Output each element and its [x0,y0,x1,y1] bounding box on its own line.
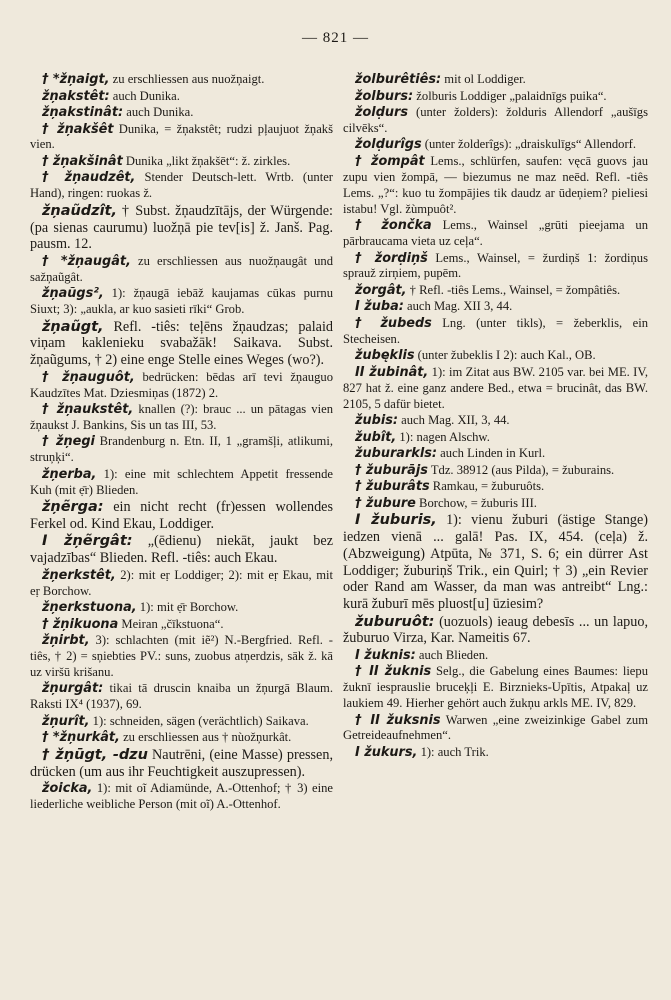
entry-text: tikai tā druscin knaiba un žņurgā Blaum. Raksti IX⁴ (1937), 69. [30,681,333,712]
entry-headword: I žņẽrgât: [42,533,133,550]
entry-headword: † žubure [355,495,416,511]
dictionary-entry [30,467,333,499]
page-number: — 821 — [302,30,369,46]
dictionary-entry [343,496,648,512]
entry-text: knallen (?): brauc ... un pātagas vien žņaukst J. Bankins, Sis un tas III, 53. [30,402,333,432]
entry-headword: žoicka, [42,780,93,796]
dictionary-entry [343,72,648,88]
entry-text: Nautrēni, (eine Masse) pressen, drücken (um aus ihr Feuchtigkeit auszupressen). [30,746,333,780]
entry-headword: I žuba: [355,299,404,315]
entry-headword: I žuknis: [355,647,416,663]
entry-text: auch Dunika. [123,105,194,119]
entry-text: bedrücken: bēdas arī tevi žņauguo Kaudzītes Mat. Dziesmiņas (1872) 2. [30,369,333,400]
entry-text: Brandenburg n. Etn. II, 1 „gramšļi, atlikumi, struņķi“. [30,434,333,465]
dictionary-entry [343,251,648,283]
entry-headword: † *žņurkât, [42,730,120,746]
entry-headword: † žņegi [42,434,95,450]
entry-headword: † II žuknis [355,664,432,680]
dictionary-entry [30,533,333,567]
entry-text: Dunika „likt žņakšēt“: ž. zirkles. [122,153,291,168]
left-column [30,72,333,813]
entry-text: auch Mag. XII, 3, 44. [398,413,510,428]
entry-headword: † žņaukstêt, [42,402,134,417]
entry-text: zu erschliessen aus nuožņaigt. [109,72,265,86]
entry-headword: žolburêtiês: [355,72,442,87]
entry-text: auch Dunika. [109,88,180,103]
entry-text: Warwen „eine zweizinkige Gabel zum Getreideaufnehmen“. [343,712,648,743]
entry-headword: II žubinât, [355,364,429,380]
dictionary-entry [343,512,648,613]
dictionary-entry [343,648,648,664]
dictionary-entry [30,402,333,434]
entry-headword: žubis: [355,413,398,429]
entry-headword: I žukurs, [355,744,418,760]
dictionary-entry [30,781,333,813]
entry-headword: † žončka [355,218,432,234]
entry-headword: žolburs: [355,88,414,104]
entry-headword: žņerkstuona, [42,600,137,615]
dictionary-entry [343,745,648,761]
dictionary-entry [30,286,333,318]
entry-text: auch Blieden. [415,647,489,662]
dictionary-entry [30,319,333,369]
dictionary-entry [343,283,648,299]
dictionary-entry [343,614,648,648]
entry-headword: žuburuôt: [355,613,435,630]
dictionary-entry [343,218,648,250]
entry-headword: † žņauguôt, [42,369,135,385]
dictionary-entry [30,714,333,730]
entry-text: 2): mit eṛ Loddiger; 2): mit eṛ Ekau, mit eṛ Borchow. [30,567,333,598]
entry-text: † Refl. -tiês Lems., Wainsel, = žompâtiês. [406,282,621,297]
entry-text: Lems., Wainsel, = žurdiņš 1: žordiņus sprauž zirņiem, pupēm. [343,250,648,281]
dictionary-entry [343,430,648,446]
entry-text: Lng. (unter tikls), = žeberklis, ein Stecheisen. [343,315,648,346]
entry-text: 1): mit oĩ Adiamünde, A.-Ottenhof; † 3) eine liederliche weibliche Person (mit oĩ) A.-Ottenhof. [30,780,333,811]
dictionary-entry [343,713,648,745]
entry-headword: žņurît, [42,713,90,729]
entry-headword: † žņakšêt [42,121,114,137]
entry-headword: † žņikuona [42,616,119,632]
entry-text: Tdz. 38912 (aus Pilda), = žuburains. [427,462,615,477]
dictionary-entry [343,479,648,495]
entry-headword: † *žņaugât, [42,253,131,269]
entry-headword: † žorḍiņš [355,250,428,266]
entry-headword: žņaũdzît, [42,202,117,219]
dictionary-entry [30,600,333,616]
entry-text: (uozuols) ieaug debesīs ... un lapuo, žuburuo Virza, Kar. Nameitis 67. [343,613,648,647]
entry-headword: † žņūgt, -dzu [42,746,148,763]
entry-text: 1): eine mit schlechtem Appetit fressende Kuh (mit ẹ̄r) Blieden. [30,466,333,497]
dictionary-entry [343,664,648,712]
entry-text: Selg., die Gabelung eines Baumes: liepu žuknī iesprauslie bruceķļi E. Birznieks-Upītis, Atpakaļ uz laukiem 49. Hierher gehört auch žukņu arkls ME. IV, 829. [343,664,648,711]
entry-text: (unter žubeklis I 2): auch Kal., OB. [414,348,596,363]
dictionary-entry [343,365,648,413]
entry-text: zu erschliessen aus † nùožņurkât. [119,730,292,745]
entry-text: Dunika, = žņakstêt; rudzi pļaujuot žņakš vien. [30,121,333,152]
entry-headword: žņirbt, [42,633,90,648]
entry-text: † Subst. žņaudzītājs, der Würgende: (pa sienas caurumu) luožņā pie tev[is] ž. Janš. Pag. pausm. 12. [30,202,333,253]
entry-headword: žņerba, [42,466,97,482]
entry-text: (unter žolderîgs): „draiskulīgs“ Allendorf. [421,137,637,152]
entry-text: 1): im Zitat aus BW. 2105 var. bei ME. IV, 827 hat ž. eine ganz andere Bed., etwa = brucinât, das BW. 2105, 5 dafür bietet. [343,364,649,411]
dictionary-entry [30,203,333,253]
entry-text: 1): mit ẹ̄r Borchow. [136,600,239,614]
dictionary-entry [30,434,333,466]
dictionary-entry [30,105,333,121]
dictionary-entry [30,170,333,202]
dictionary-entry [343,348,648,364]
dictionary-entry [30,681,333,713]
dictionary-entry [30,122,333,154]
entry-text: ein nicht recht (fr)essen wollendes Ferkel od. Kind Ekau, Loddiger. [30,499,333,533]
entry-headword: žņerkstêt, [42,567,116,583]
entry-text: žolburis Loddiger „palaidnīgs puika“. [413,88,607,103]
entry-text: 1): nagen Alschw. [396,429,490,444]
entry-text: auch Mag. XII 3, 44. [403,299,513,314]
entry-text: Refl. -tiês: teļēns žņaudzas; palaid viņam kaklenieku svabažāk! Saikava. Subst. žņaũgums, † 2) eine enge Stelle eines Weges (wo?). [30,318,333,369]
entry-headword: žņakstêt: [42,88,110,104]
entry-text: „(ēdienu) niekāt, jaukt bez vajadzības“ Blieden. Refl. -tiês: auch Ekau. [30,533,333,567]
entry-text: Lems., Wainsel „grūti pieejama un pārbraucama vieta uz ceļa“. [343,218,648,249]
entry-headword: † II žuksnis [355,712,441,728]
dictionary-entry [30,89,333,105]
dictionary-entry [30,370,333,402]
entry-text: 1): schneiden, sägen (verächtlich) Saikava. [89,713,309,728]
entry-text: auch Linden in Kurl. [437,446,546,461]
entry-text: Borchow, = žuburis III. [415,495,537,510]
entry-headword: žubęklis [355,348,415,364]
dictionary-entry [30,72,333,88]
dictionary-entry [343,137,648,153]
dictionary-entry [30,254,333,286]
entry-headword: † žuburâts [355,479,430,495]
entry-headword: žuburarkls: [355,446,438,462]
entry-headword: žņurgât: [42,681,104,697]
entry-text: Stender Deutsch-lett. Wrtb. (unter Hand), ringen: ruokas ž. [30,170,333,201]
dictionary-entry [343,316,648,348]
entry-headword: žņakstinât: [42,105,124,120]
entry-headword: † žuburājs [355,462,428,478]
entry-text: Ramkau, = žuburuôts. [429,479,545,494]
entry-headword: žņẽrga: [42,499,104,516]
dictionary-entry [30,499,333,533]
entry-headword: žolḍurs [355,105,409,120]
entry-text: 1): auch Trik. [417,744,489,759]
entry-text: 1): žņaugā iebāž kaujamas cūkas purnu Siuxt; 3): „aukla, ar kuo sasieti rīki“ Grob. [30,286,333,317]
right-column [343,72,648,761]
entry-headword: † žņakšinât [42,153,123,169]
entry-headword: žņaũgs², [42,286,104,302]
entry-headword: † žņaudzêt, [42,170,136,186]
dictionary-entry [343,446,648,462]
dictionary-entry [343,463,648,479]
dictionary-entry [343,154,648,218]
entry-headword: žorgât, [355,282,407,298]
entry-headword: † *žņaigt, [42,72,110,87]
entry-text: 1): vienu žuburi (ästige Stange) iedzen vienā ... galā! Pas. IX, 454. (ceļa) ž. (Abzweigung) Atpūta, № 371, S. 6; ein dürrer Ast Loddiger; žuburiņš Trik., ein Quirl; † 3) „ein Revier oder Rand am Wasser, da man was antreibt“ Lng.: kurā žuburī mēs pluost[u] ūziesim? [343,512,648,613]
entry-headword: žubît, [355,429,397,445]
dictionary-entry [30,747,333,781]
entry-headword: † žompât [355,153,425,169]
entry-text: 3): schlachten (mit iẽ²) N.-Bergfried. Refl. -tiês, † 2) = sņiebties PV.: suns, zuobus atņerdzis, sāk ž. kā uz viršū krišanu. [30,633,333,679]
entry-headword: žņaũgt, [42,318,104,335]
entry-text: (unter žolders): žolduris Allendorf „aušīgs cilvēks“. [343,105,648,135]
dictionary-entry [30,730,333,746]
dictionary-entry [30,154,333,170]
entry-headword: žolḍurîgs [355,137,422,153]
dictionary-entry [30,568,333,600]
entry-text: Meiran „čīkstuona“. [118,616,224,631]
dictionary-entry [343,299,648,315]
entry-text: zu erschliessen aus nuožņaugât und sažņaũgât. [30,253,333,284]
dictionary-entry [30,633,333,681]
dictionary-entry [343,413,648,429]
dictionary-entry [30,617,333,633]
entry-headword: † žubeds [355,315,432,331]
entry-headword: I žuburis, [355,512,437,529]
entry-text: mit ol Loddiger. [441,72,526,86]
dictionary-entry [343,89,648,105]
dictionary-entry [343,105,648,137]
entry-text: Lems., schlürfen, saufen: vęcā guovs jau zupu vien žompā, — biezumus ne maz neēd. Refl. -tiês Lems. „?“: kuo tu žompājies tik daudz ar ūdeņiem? pieliesi istabu! Vgl. žùmpuôt². [343,153,648,216]
